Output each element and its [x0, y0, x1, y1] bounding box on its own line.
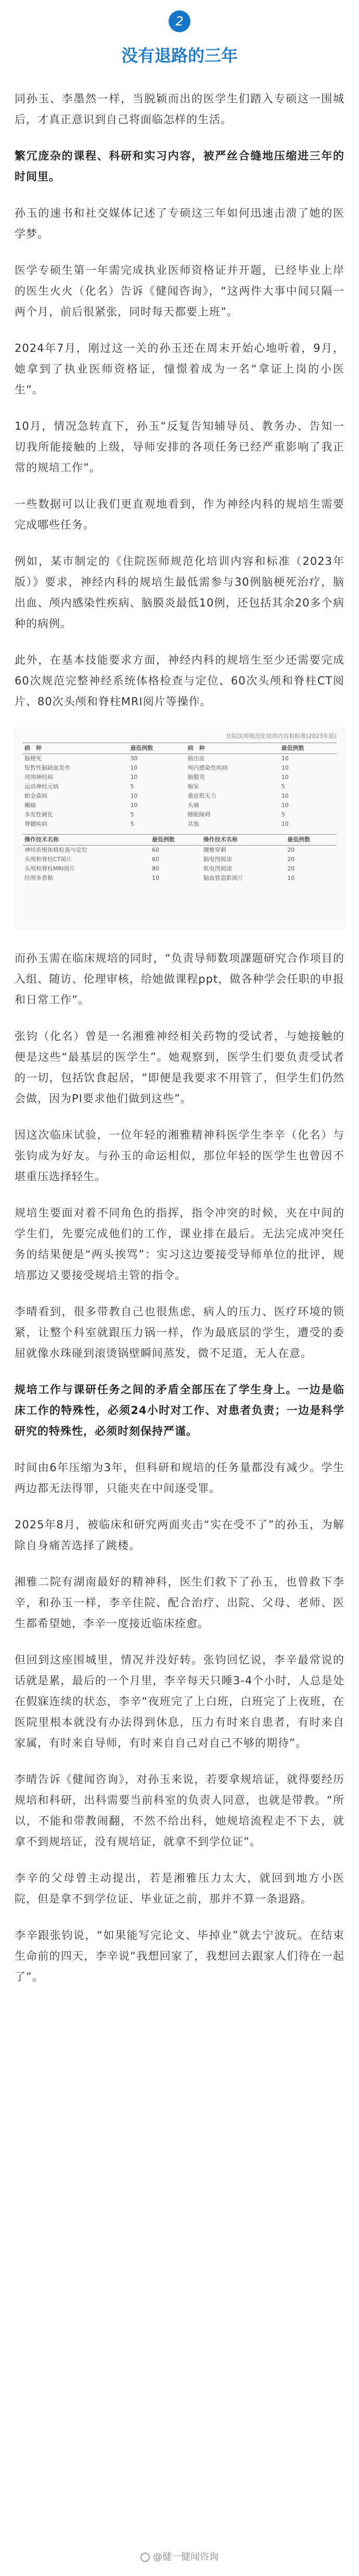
table-cell: 5	[281, 783, 285, 790]
table-cell: 10	[130, 764, 138, 771]
table-cell: 10	[281, 821, 289, 827]
table-row	[22, 801, 337, 810]
table-cell: 周围神经病	[24, 774, 53, 781]
article-paragraph: 例如，某市制定的《住院医师规范化培训内容和标准（2023年版）》要求，神经内科的规培生最低需参与30例脑梗死治疗，脑出血、颅内感染性疾病、脑膜炎最低10例，还包括其余20多个病种的病例。	[15, 555, 344, 630]
table-row	[22, 763, 337, 773]
table-header-cell: 最低例数	[285, 835, 337, 846]
table-cell: 脑梗死	[24, 755, 42, 762]
article-paragraph: 规培工作与课研任务之间的矛盾全部压在了学生身上。一边是临床工作的特殊性，必须24小时对工作、对患者负责；一边是科学研究的特殊性，必须时刻保持严谨。	[15, 1383, 344, 1437]
table-row	[22, 791, 337, 801]
table-row	[22, 820, 337, 829]
table-cell: 脑血管造影阅片	[203, 875, 243, 881]
table-cell: 运动神经元病	[24, 783, 59, 790]
table-cell: 帕金森病	[24, 792, 47, 799]
table-cell: 10	[281, 802, 289, 809]
table-row	[22, 855, 337, 864]
table-header-cell: 最低例数	[279, 743, 337, 754]
table-row	[22, 782, 337, 791]
table-header-cell: 病 种	[186, 743, 279, 754]
table-cell: 头痛	[187, 802, 199, 809]
table-cell: 癫痫	[24, 802, 36, 809]
table-cell: 脑出血	[187, 755, 205, 762]
table-row	[22, 864, 337, 874]
table-cell: 脑膜炎	[187, 774, 205, 781]
table-cell: 多发性硬化	[24, 811, 53, 818]
article-paragraph: 李晴告诉《健闻咨询》，对孙玉来说，若要拿规培证，就得要经历规培和科研，出科需要当前科室的负责人同意，也就是带教。“所以，不能和带教闹翻，不然不给出科，她规培流程走不下去，就拿不到规培证，没有规培证，就拿不到学位证”。	[15, 1773, 344, 1848]
article-paragraph: 时间由6年压缩为3年，但科研和规培的任务量都没有减少。学生两边都无法得罪，只能夹在中间逐受罪。	[15, 1461, 344, 1495]
table-cell: 头颅和脊柱CT阅片	[24, 856, 72, 863]
table-cell: 重症肌无力	[187, 792, 216, 799]
table-cell: 5	[130, 811, 134, 818]
watermark-text: @健一健闻咨询	[153, 2552, 219, 2562]
table-cell: 10	[281, 755, 289, 762]
watermark	[0, 2549, 359, 2563]
table-cell: 10	[130, 802, 138, 809]
paragraph-group-1	[15, 88, 344, 712]
section-title: 没有退路的三年	[121, 46, 238, 65]
paragraph-group-2	[15, 948, 344, 1987]
table-cell: 80	[152, 865, 160, 872]
table-cell: 神经系统体格检查与定位	[24, 847, 87, 853]
table-cell: 其他	[187, 821, 199, 827]
article-paragraph: 李晴看到，很多带教自己也很焦虑，病人的压力、医疗环境的锁紧，让整个科室就跟压力锅一样，作为最底层的学生，遭受的委屈就像水珠碰到滚烫锅壁瞬间蒸发，微不足道，无人在意。	[15, 1305, 344, 1359]
article-paragraph: 李辛跟张钧说，“如果能写完论文、毕掉业”就去宁波玩。在结束生命前的四天，李辛说“我想回家了，我想回去跟家人们待在一起了”。	[15, 1929, 344, 1983]
article-paragraph: 繁冗庞杂的课程、科研和实习内容，被严丝合缝地压缩进三年的时间里。	[15, 150, 344, 183]
procedure-table	[22, 834, 337, 883]
article-paragraph: 但回到这座围城里，情况并没好转。张钧回忆说，李辛最常说的话就是累，最后的一个月里，李辛每天只睡3-4个小时，人总是处在假寐连续的状态，李辛“夜班完了上白班，白班完了上夜班，在医院里根本就没有办法得到休息，压力有时来自患者，有时来自家属，有时来自导师，有时来自自己对自己不够的期待”。	[15, 1654, 344, 1749]
table-cell: 肌电图阅读	[203, 865, 232, 872]
table-cell: 30	[130, 755, 138, 762]
table-cell: 20	[287, 865, 295, 872]
table-header-cell: 最低例数	[128, 743, 185, 754]
table-cell: 颅内感染性疾病	[187, 764, 228, 771]
article-paragraph: 张钧（化名）曾是一名湘雅神经相关药物的受试者，与她接触的便是这些“最基层的医学生”。她观察到，医学生们要负责受试者的一切，包括饮食起居，“即便是我要求不用管了，但学生们仍然会做，因为PI要求他们做到这些”。	[15, 1030, 344, 1105]
table-cell: 10	[152, 875, 160, 881]
table-cell: 10	[130, 792, 138, 799]
table-cell: 睡眠障碍	[187, 811, 211, 818]
table-cell: 短暂性脑缺血发作	[24, 764, 70, 771]
article-paragraph: 一些数据可以让我们更直观地看到，作为神经内科的规培生需要完成哪些任务。	[15, 498, 344, 531]
table-header-cell: 操作技术名称	[22, 835, 150, 846]
article-paragraph: 而孙玉需在临床规培的同时，“负责导师数项課题研究合作项目的入组、随访、伦理审核，给她做课程ppt，做各种学会任职的申报和日常工作”。	[15, 952, 344, 1006]
article-paragraph: 医学专硕生第一年需完成执业医师资格证并开题，已经毕业上岸的医生火火（化名）告诉《健闻咨询》，“这两件大事中间只隔一两个月，前后很紧张，同时每天都要上班”。	[15, 264, 344, 318]
table-cell: 痴呆	[187, 783, 199, 790]
table-header-cell: 最低例数	[150, 835, 201, 846]
article-paragraph: 湘雅二院有湖南最好的精神科，医生们救下了孙玉，也曾救下李辛，和孙玉一样，李辛住院、配合治疗、出院、父母、老师、医生都希望她，李辛一度接近临床痊愈。	[15, 1576, 344, 1630]
article-body	[15, 88, 344, 2003]
article-paragraph: 规培生要面对着不同角色的指挥，指令冲突的时候，夹在中间的学生们，先要完成他们的工作，课业排在最后。无法完成冲突任务的结果便是“两头挨骂”：实习这边要接受导师单位的批评，规培那边又要接受规培主管的指令。	[15, 1207, 344, 1282]
article-paragraph: 因这次临床试验，一位年轻的湘雅精神科医学生李辛（化名）与张钧成为好友。与孙玉的命运相似，那位年轻的医学生也曾因不堪重压选择轻生。	[15, 1129, 344, 1183]
table-row	[22, 874, 337, 883]
table-cell: 脑电图阅读	[203, 856, 232, 863]
table-cell: 20	[287, 847, 295, 853]
table-cell: 腰椎穿刺	[203, 847, 226, 853]
article-paragraph: 孙玉的速书和社交媒体记述了专硕这三年如何迅速击溃了她的医学梦。	[15, 207, 344, 240]
table-header-cell: 病 种	[22, 743, 128, 754]
article-paragraph: 此外，在基本技能要求方面，神经内科的规培生至少还需要完成60次规范完整神经系统体格检查与定位、60次头颅和脊柱CT阅片、80次头颅和脊柱MRI阅片等操作。	[15, 654, 344, 708]
article-paragraph: 2024年7月，刚过这一关的孙玉还在周末开始心地听着，9月，她拿到了执业医师资格证，憧憬着成为一名“拿证上岗的小医生”。	[15, 342, 344, 396]
section-number-badge: 2	[169, 10, 190, 32]
weibo-logo-icon	[140, 2553, 150, 2562]
article-paragraph: 10月，情况急转直下，孙玉“反复告知辅导员、教务办、告知一切我所能接触的上级，导师安排的各项任务已经严重影响了我正常的规培工作”。	[15, 420, 344, 474]
table-cell: 经颅多普勒	[24, 875, 53, 881]
table-header-cell: 操作技术名称	[201, 835, 285, 846]
table-row	[22, 773, 337, 782]
table-cell: 10	[130, 774, 138, 781]
article-paragraph: 2025年8月，被临床和研究两面夹击“实在受不了”的孙玉，为解除自身痛苦选择了跳楼。	[15, 1518, 344, 1552]
table-cell: 60	[152, 856, 160, 863]
table-cell: 5	[130, 783, 134, 790]
table-cell: 10	[281, 764, 289, 771]
table-cell: 5	[281, 811, 285, 818]
disease-table	[22, 743, 337, 829]
training-standard-figure	[15, 728, 344, 929]
table-cell: 20	[287, 856, 295, 863]
table-row	[22, 754, 337, 764]
table-cell: 头颅和脊柱MRI阅片	[24, 865, 75, 872]
article-paragraph: 同孙玉、李墨然一样，当脱颖而出的医学生们踏入专硕这一围城后，才真正意识到自己将面临怎样的生活。	[15, 93, 344, 126]
table-cell: 5	[130, 821, 134, 827]
figure-caption: 住院医师规范化培训内容和标准(2023年版)	[226, 733, 337, 739]
article-paragraph: 李辛的父母曾主动提出，若是湘雅压力太大，就回到地方小医院，但是拿不到学位证、毕业证之前，那并不算一条退路。	[15, 1872, 344, 1905]
table-row	[22, 846, 337, 855]
table-row	[22, 810, 337, 820]
table-cell: 10	[287, 875, 295, 881]
table-cell: 10	[281, 774, 289, 781]
table-cell: 10	[281, 792, 289, 799]
table-cell: 60	[152, 847, 160, 853]
table-cell: 脊髓疾病	[24, 821, 47, 827]
